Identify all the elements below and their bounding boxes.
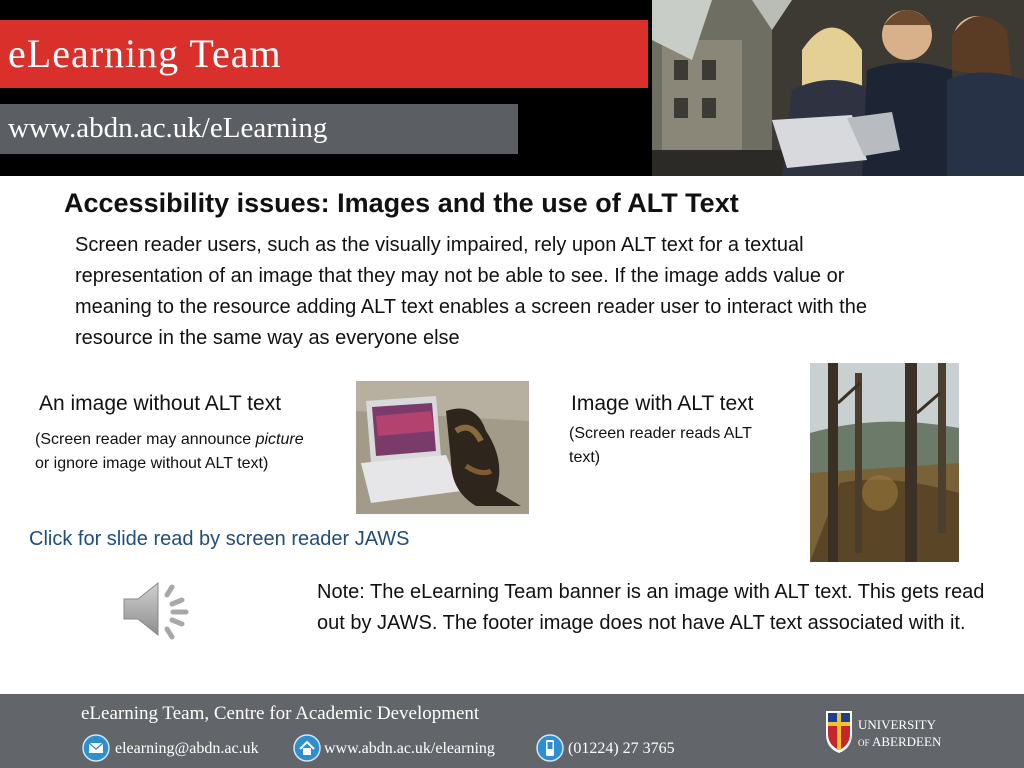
home-icon — [293, 734, 321, 762]
svg-text:UNIVERSITY: UNIVERSITY — [858, 717, 936, 732]
note-text: Note: The eLearning Team banner is an image with ALT text. This gets read out by JAWS. The footer image does not have ALT text associated with it. — [317, 581, 985, 634]
without-alt-label: An image without ALT text — [39, 392, 282, 415]
with-alt-label: Image with ALT text — [571, 392, 754, 415]
footer-title: eLearning Team, Centre for Academic Development — [81, 703, 480, 724]
svg-text:OF: OF — [858, 738, 870, 748]
footer-website[interactable]: www.abdn.ac.uk/elearning — [324, 740, 495, 757]
without-alt-note-em: picture — [255, 431, 304, 448]
svg-text:ABERDEEN: ABERDEEN — [872, 734, 942, 749]
footer-phone: (01224) 27 3765 — [568, 740, 675, 757]
woodland-image — [810, 363, 959, 562]
university-logo — [822, 708, 947, 754]
phone-icon — [536, 734, 564, 762]
jaws-slide-link[interactable]: Click for slide read by screen reader JAWS — [29, 528, 410, 550]
footer-email[interactable]: elearning@abdn.ac.uk — [115, 740, 259, 757]
team-name: eLearning Team — [8, 31, 282, 76]
with-alt-note: (Screen reader reads ALT text) — [569, 425, 752, 466]
without-alt-note-post: or ignore image without ALT text) — [35, 455, 269, 472]
banner-url: www.abdn.ac.uk/eLearning — [8, 112, 328, 144]
laptop-cat-image — [356, 381, 529, 514]
slide-title: Accessibility issues: Images and the use of ALT Text — [64, 188, 739, 218]
without-alt-note — [35, 428, 320, 476]
header-banner — [0, 0, 1024, 176]
email-icon — [82, 734, 110, 762]
team-name-bar — [0, 20, 648, 88]
without-alt-note-pre: (Screen reader may announce — [35, 431, 256, 448]
speaker-icon[interactable] — [120, 575, 194, 643]
intro-text: Screen reader users, such as the visually impaired, rely upon ALT text for a textual representation of an image that they may not be able to see. If the image adds value or meaning to the resource adding ALT text enables a screen reader user to interact with the resource in the same way as everyone else — [75, 234, 867, 349]
students-photo — [652, 0, 1024, 176]
footer — [0, 694, 1024, 768]
url-bar — [0, 104, 518, 154]
